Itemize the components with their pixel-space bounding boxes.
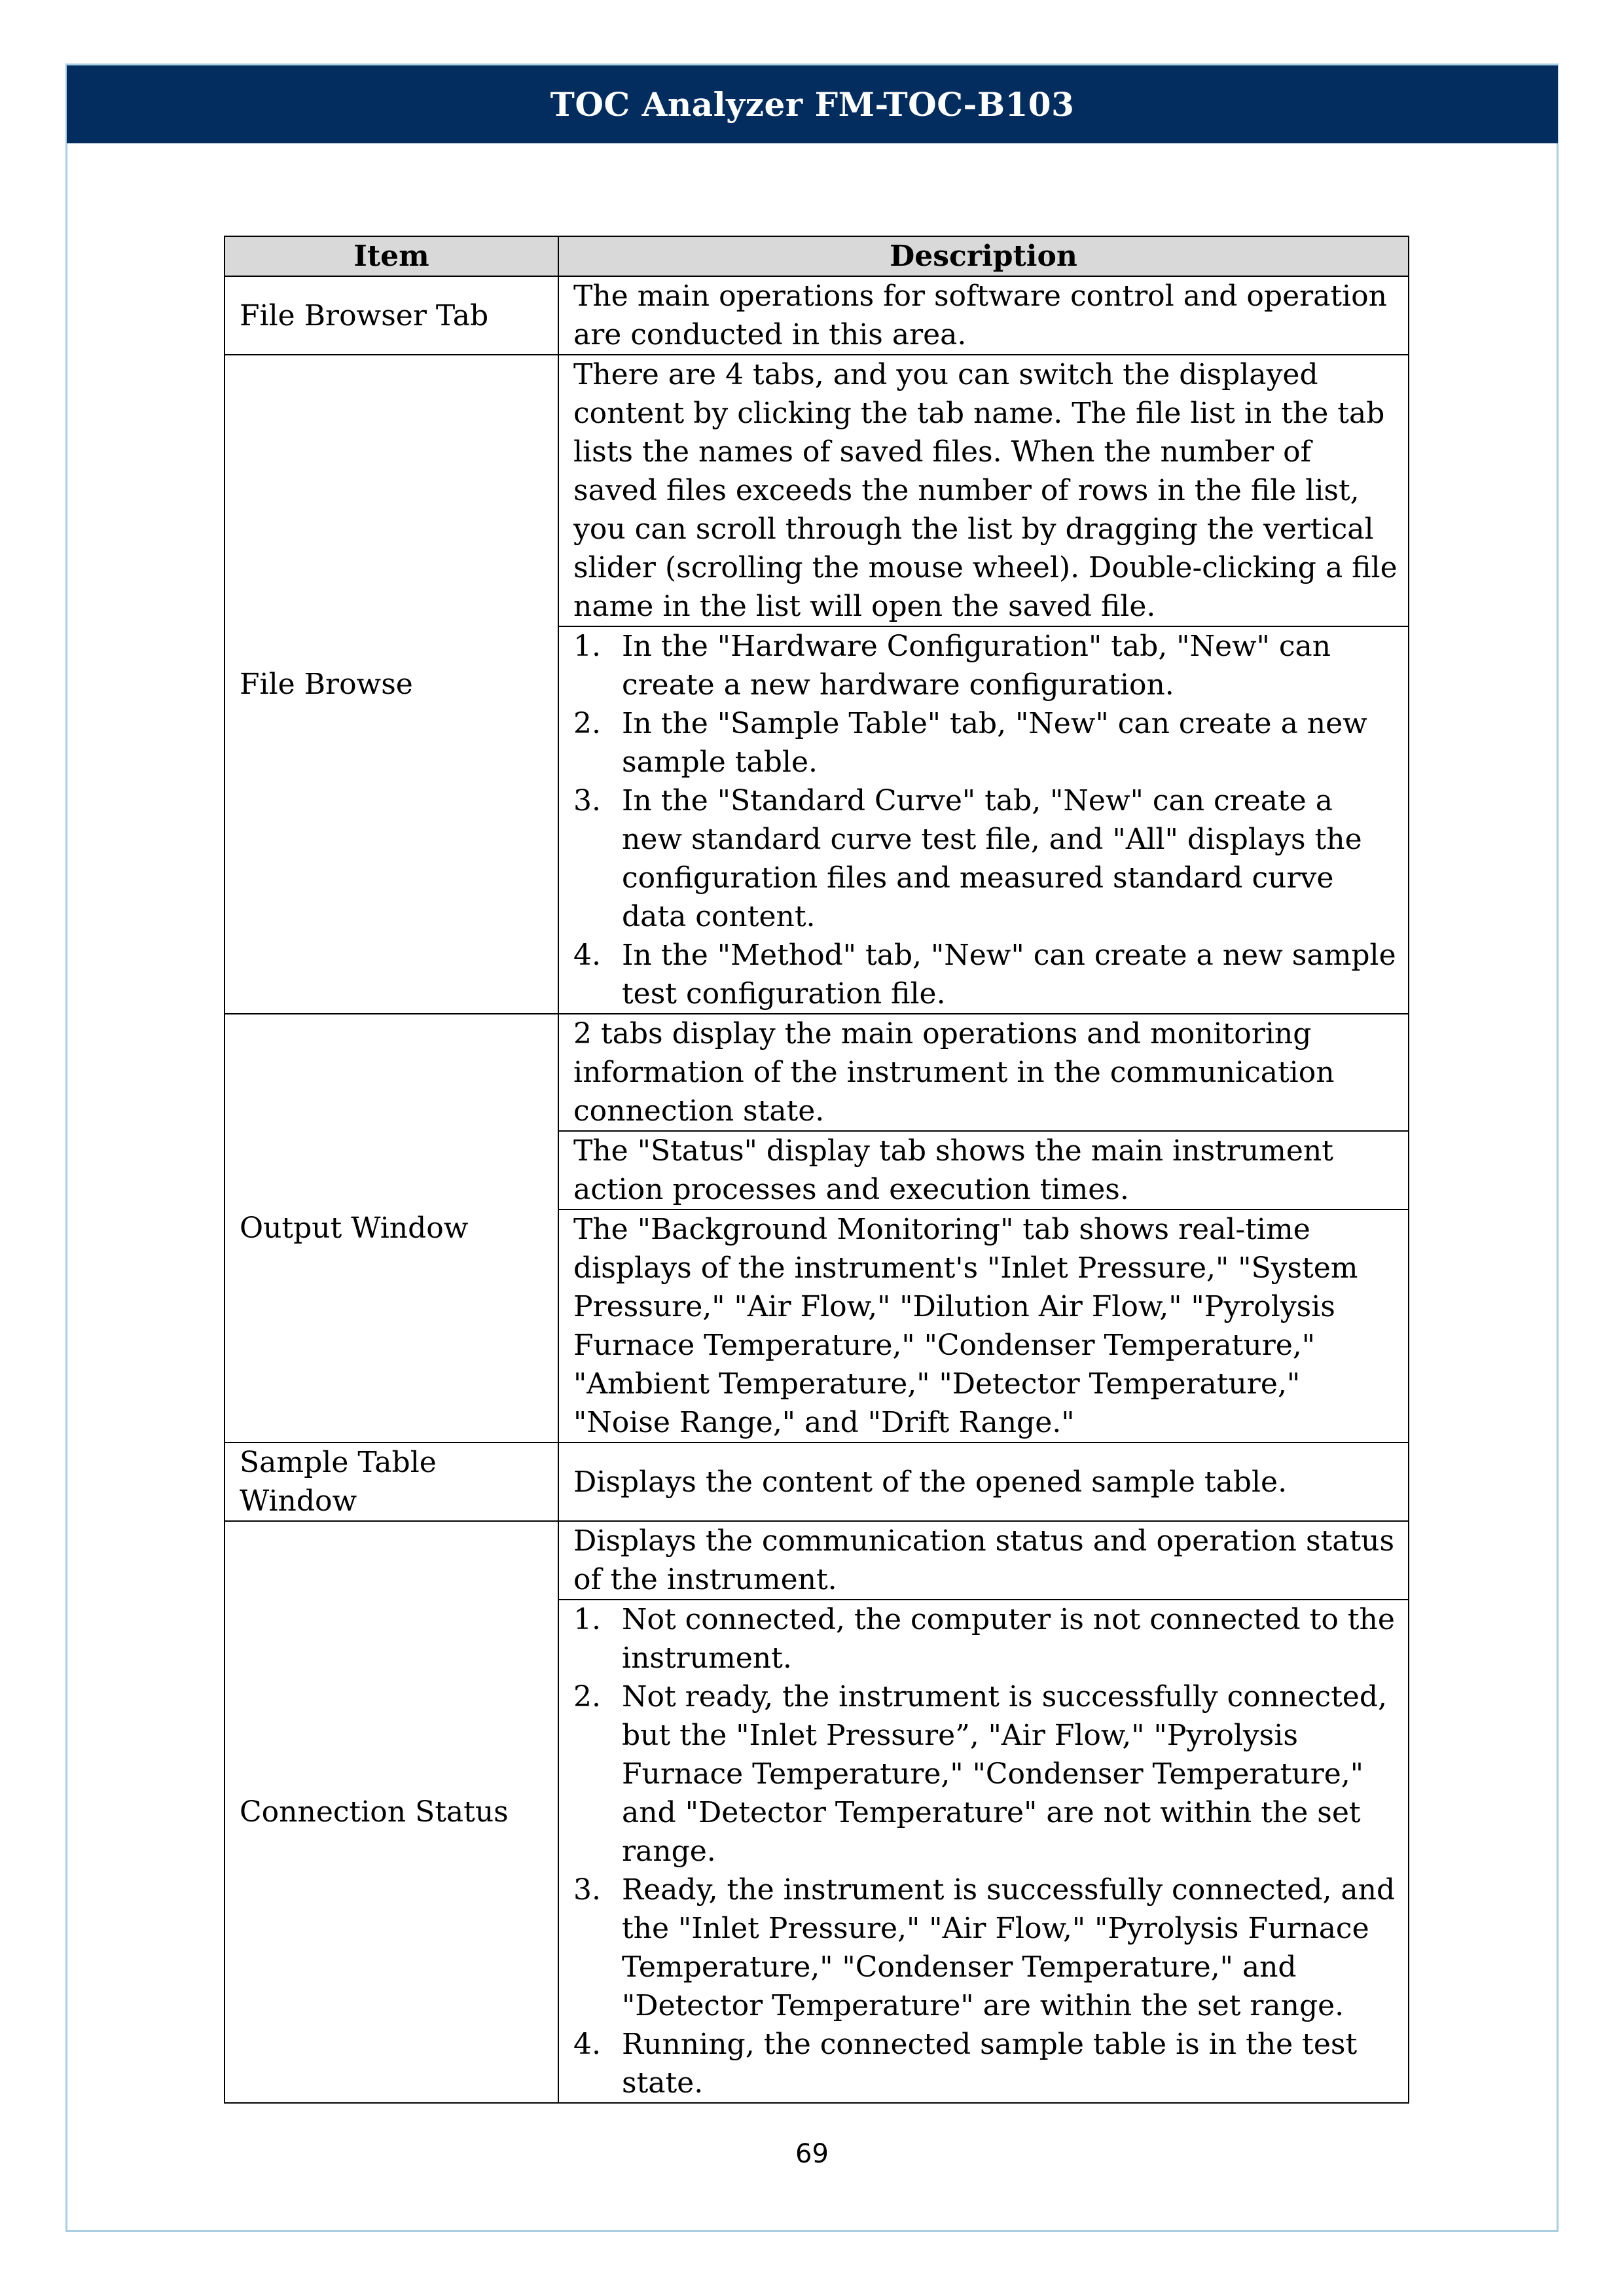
- table-header-row: [225, 236, 1409, 276]
- table-row: [225, 276, 1409, 355]
- item-cell: Connection Status: [225, 1521, 558, 2103]
- description-cell: Displays the communication status and operation status of the instrument.: [558, 1521, 1409, 1600]
- description-cell: The main operations for software control and operation are conducted in this area.: [558, 276, 1409, 355]
- list-item: 3. Ready, the instrument is successfully connected, and the "Inlet Pressure," "Air Flow," "Pyrolysis Furnace Temperature," "Condenser Temperature," and "Detector Temperature" are within the set range.: [573, 1873, 1396, 2022]
- table-row: [225, 1014, 1409, 1131]
- item-cell: File Browse: [225, 355, 558, 1014]
- description-table: [224, 236, 1409, 2104]
- numbered-list: [573, 1600, 1399, 2102]
- column-header-item: Item: [225, 236, 558, 276]
- page-number: 69: [795, 2139, 829, 2169]
- list-item: 1. In the "Hardware Configuration" tab, "New" can create a new hardware configuration.: [573, 630, 1331, 702]
- list-item: 1. Not connected, the computer is not connected to the instrument.: [573, 1603, 1395, 1675]
- list-item: 3. In the "Standard Curve" tab, "New" can create a new standard curve test file, and "All" displays the configuration files and measured standard curve data content.: [573, 784, 1362, 933]
- table-row: [225, 1443, 1409, 1521]
- list-item: 2. In the "Sample Table" tab, "New" can create a new sample table.: [573, 707, 1367, 779]
- description-cell: The "Background Monitoring" tab shows real-time displays of the instrument's "Inlet Pressure," "System Pressure," "Air Flow," "Dilution Air Flow," "Pyrolysis Furnace Temperature," "Condenser Temperature," "Ambient Temperature," "Detector Temperature," "Noise Range," and "Drift Range.": [558, 1210, 1409, 1443]
- table-row: [225, 1521, 1409, 1600]
- item-cell: Sample Table Window: [225, 1443, 558, 1521]
- list-item: 4. Running, the connected sample table is in the test state.: [573, 2028, 1358, 2100]
- description-cell: The "Status" display tab shows the main instrument action processes and execution times.: [558, 1131, 1409, 1210]
- description-list-cell: [558, 626, 1409, 1014]
- table-row: [225, 355, 1409, 626]
- page-header: [67, 65, 1558, 143]
- list-item: 2. Not ready, the instrument is successfully connected, but the "Inlet Pressure”, "Air Flow," "Pyrolysis Furnace Temperature," "Condenser Temperature," and "Detector Temperature" are not within the set range.: [573, 1680, 1387, 1868]
- item-cell: Output Window: [225, 1014, 558, 1443]
- header-title: TOC Analyzer FM-TOC-B103: [550, 85, 1075, 124]
- column-header-description: Description: [558, 236, 1409, 276]
- description-cell: There are 4 tabs, and you can switch the displayed content by clicking the tab name. The file list in the tab lists the names of saved files. When the number of saved files exceeds the number of rows in the file list, you can scroll through the list by dragging the vertical slider (scrolling the mouse wheel). Double-clicking a file name in the list will open the saved file.: [558, 355, 1409, 626]
- description-list-cell: [558, 1600, 1409, 2103]
- item-cell: File Browser Tab: [225, 276, 558, 355]
- description-cell: 2 tabs display the main operations and monitoring information of the instrument in the communication connection state.: [558, 1014, 1409, 1131]
- list-item: 4. In the "Method" tab, "New" can create a new sample test configuration file.: [573, 939, 1396, 1011]
- description-cell: Displays the content of the opened sample table.: [558, 1443, 1409, 1521]
- numbered-list: [573, 627, 1399, 1013]
